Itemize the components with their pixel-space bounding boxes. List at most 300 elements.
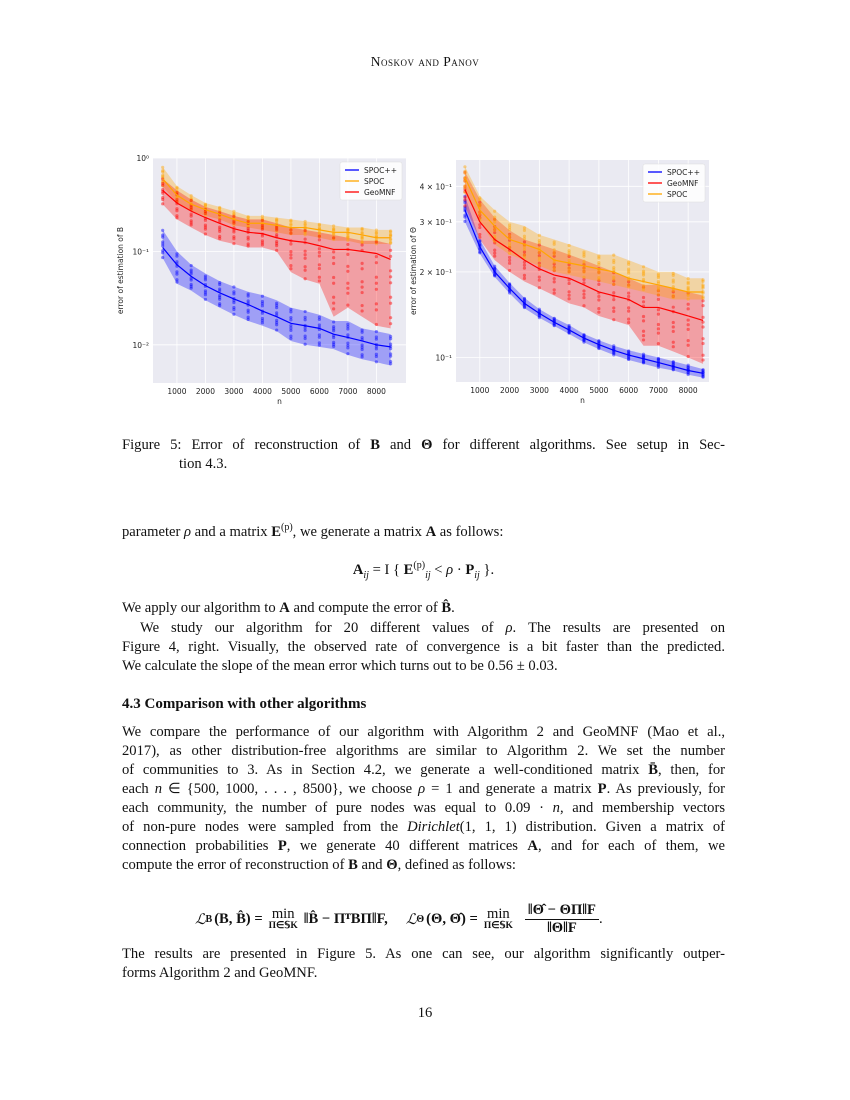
data-point <box>232 242 235 245</box>
data-point <box>375 302 378 305</box>
data-point <box>218 294 221 297</box>
y-tick-label: 10⁰ <box>136 154 149 163</box>
y-axis-label: error of estimation of B <box>116 226 125 315</box>
loss-subscript: Θ <box>416 914 425 925</box>
data-point <box>247 309 250 312</box>
data-point <box>304 250 307 253</box>
running-header: Noskov and Panov <box>370 54 480 69</box>
text-run: , and for each of them, we <box>537 838 726 854</box>
data-point <box>332 325 335 328</box>
legend-label: SPOC <box>364 177 385 186</box>
y-tick-label: 10⁻¹ <box>132 247 149 257</box>
data-point <box>508 252 511 255</box>
data-point <box>657 313 660 316</box>
data-point <box>627 318 630 321</box>
data-point <box>612 310 615 313</box>
data-point <box>375 240 378 243</box>
data-point <box>289 232 292 235</box>
data-point <box>701 368 704 371</box>
data-point <box>389 249 392 252</box>
data-point <box>218 218 221 221</box>
data-point <box>275 328 278 331</box>
data-point <box>361 231 364 234</box>
data-point <box>687 318 690 321</box>
data-point <box>232 313 235 316</box>
data-point <box>261 215 264 218</box>
data-point <box>332 282 335 285</box>
data-point <box>304 220 307 223</box>
text-run: We apply our algorithm to <box>122 600 280 616</box>
data-point <box>538 286 541 289</box>
text-run: Figure 5: Error of reconstruction of <box>122 437 371 453</box>
data-point <box>361 262 364 265</box>
data-point <box>553 288 556 291</box>
text-run: Θ <box>421 437 433 453</box>
data-point <box>687 344 690 347</box>
data-point <box>346 341 349 344</box>
data-point <box>361 343 364 346</box>
data-point <box>318 333 321 336</box>
data-point <box>304 269 307 272</box>
data-point <box>318 247 321 250</box>
data-point <box>375 335 378 338</box>
text-run: and compute the error of <box>289 600 442 616</box>
data-point <box>361 240 364 243</box>
legend-label: SPOC <box>667 190 688 199</box>
loss-expr: ‖B̂ − ΠᵀBΠ‖F, <box>303 911 388 927</box>
data-point <box>657 357 660 360</box>
data-point <box>657 308 660 311</box>
data-point <box>687 307 690 310</box>
text-run: (p) <box>280 522 293 533</box>
data-point <box>582 276 585 279</box>
data-point <box>190 268 193 271</box>
text-run: ∈ {500, 1000, . . . , 8500}, we choose <box>162 781 419 797</box>
data-point <box>261 219 264 222</box>
text-run: and a matrix <box>191 524 272 540</box>
data-point <box>218 226 221 229</box>
data-point <box>375 276 378 279</box>
text-run: tion 4.3. <box>179 456 228 472</box>
data-point <box>218 235 221 238</box>
data-point <box>538 279 541 282</box>
data-point <box>261 317 264 320</box>
data-point <box>612 254 615 257</box>
text-run: ij <box>425 570 431 581</box>
data-point <box>375 228 378 231</box>
data-point <box>275 233 278 236</box>
text-run: We study our algorithm for 20 different values of <box>140 620 506 636</box>
data-point <box>304 334 307 337</box>
text-run: compute the error of reconstruction of <box>122 857 349 873</box>
text-run: for different algorithms. See setup in Sec- <box>432 437 725 453</box>
data-point <box>627 310 630 313</box>
text-run: , we generate a matrix <box>292 524 426 540</box>
page-number: 16 <box>417 1005 433 1021</box>
data-point <box>672 325 675 328</box>
data-point <box>478 226 481 229</box>
data-point <box>247 292 250 295</box>
data-point <box>289 334 292 337</box>
text-line <box>122 945 725 963</box>
text-line <box>122 557 725 585</box>
text-run: We calculate the slope of the mean error which turns out to be 0.56 ± 0.03. <box>122 658 558 674</box>
data-point <box>389 360 392 363</box>
data-point <box>523 267 526 270</box>
data-point <box>568 290 571 293</box>
x-axis-label: n <box>580 396 585 405</box>
data-point <box>304 229 307 232</box>
data-point <box>523 297 526 300</box>
data-point <box>332 320 335 323</box>
data-point <box>508 269 511 272</box>
text-run: · <box>453 562 466 578</box>
data-point <box>701 321 704 324</box>
data-point <box>493 216 496 219</box>
text-line <box>122 856 725 874</box>
data-point <box>463 165 466 168</box>
data-point <box>304 253 307 256</box>
data-point <box>389 352 392 355</box>
y-tick-label: 10⁻² <box>132 340 149 350</box>
data-point <box>687 364 690 367</box>
data-point <box>161 234 164 237</box>
data-point <box>318 279 321 282</box>
data-point <box>289 264 292 267</box>
data-point <box>375 323 378 326</box>
y-tick-label: 2 × 10⁻¹ <box>419 267 452 277</box>
data-point <box>332 224 335 227</box>
text-run: , and membership vectors <box>559 800 725 816</box>
data-point <box>175 252 178 255</box>
data-point <box>568 294 571 297</box>
data-point <box>657 293 660 296</box>
data-point <box>346 227 349 230</box>
data-point <box>161 169 164 172</box>
data-point <box>701 278 704 281</box>
data-point <box>612 298 615 301</box>
data-point <box>361 353 364 356</box>
text-run: , defined as follows: <box>397 857 516 873</box>
data-point <box>493 254 496 257</box>
data-point <box>275 311 278 314</box>
data-point <box>701 354 704 357</box>
data-point <box>672 321 675 324</box>
data-point <box>672 272 675 275</box>
data-point <box>538 234 541 237</box>
text-line <box>122 964 725 982</box>
data-point <box>463 204 466 207</box>
loss-symbol: ℒ <box>195 911 206 928</box>
data-point <box>375 308 378 311</box>
data-point <box>389 343 392 346</box>
data-point <box>627 321 630 324</box>
data-point <box>642 296 645 299</box>
data-point <box>332 276 335 279</box>
data-point <box>642 265 645 268</box>
data-point <box>232 215 235 218</box>
data-point <box>247 236 250 239</box>
text-line <box>122 599 725 617</box>
text-run: B̂ <box>441 600 452 616</box>
min-subscript: Π∈𝕊K <box>483 920 513 931</box>
data-point <box>627 295 630 298</box>
data-point <box>672 341 675 344</box>
data-point <box>508 223 511 226</box>
data-point <box>318 276 321 279</box>
data-point <box>493 210 496 213</box>
data-point <box>361 336 364 339</box>
data-point <box>508 259 511 262</box>
data-point <box>612 318 615 321</box>
data-point <box>361 280 364 283</box>
data-point <box>568 244 571 247</box>
data-point <box>289 316 292 319</box>
text-run: Dirichlet <box>407 819 460 835</box>
data-point <box>332 262 335 265</box>
data-point <box>597 311 600 314</box>
data-point <box>332 256 335 259</box>
data-point <box>478 203 481 206</box>
data-point <box>346 352 349 355</box>
data-point <box>304 316 307 319</box>
data-point <box>657 280 660 283</box>
text-run: = I <box>368 562 390 578</box>
data-point <box>627 268 630 271</box>
data-point <box>204 224 207 227</box>
data-point <box>346 333 349 336</box>
data-point <box>508 234 511 237</box>
min-operator <box>483 905 513 932</box>
data-point <box>582 293 585 296</box>
data-point <box>375 288 378 291</box>
data-point <box>275 302 278 305</box>
data-point <box>304 310 307 313</box>
data-point <box>582 296 585 299</box>
data-point <box>508 262 511 265</box>
data-point <box>582 289 585 292</box>
text-line <box>122 742 725 760</box>
min-label: min <box>271 905 295 922</box>
data-point <box>389 275 392 278</box>
data-point <box>389 269 392 272</box>
y-tick-label: 10⁻¹ <box>435 353 452 363</box>
text-run: = 1 and generate a matrix <box>425 781 598 797</box>
data-point <box>478 236 481 239</box>
data-point <box>318 323 321 326</box>
text-line <box>122 723 725 741</box>
text-run: P <box>277 838 287 854</box>
text-run: . The results are presented on <box>512 620 725 636</box>
data-point <box>612 259 615 262</box>
data-point <box>175 186 178 189</box>
data-point <box>478 196 481 199</box>
data-point <box>389 302 392 305</box>
data-point <box>289 267 292 270</box>
x-tick-label: 5000 <box>589 386 609 395</box>
text-run: of non-pure nodes were sampled from the <box>122 819 408 835</box>
data-point <box>161 240 164 243</box>
data-point <box>261 295 264 298</box>
data-point <box>304 343 307 346</box>
data-point <box>389 255 392 258</box>
data-point <box>289 253 292 256</box>
data-point <box>687 303 690 306</box>
loss-subscript: B <box>205 914 213 925</box>
data-point <box>175 198 178 201</box>
data-point <box>304 238 307 241</box>
data-point <box>389 281 392 284</box>
data-point <box>346 282 349 285</box>
data-point <box>318 316 321 319</box>
data-point <box>218 287 221 290</box>
text-line <box>122 818 725 836</box>
min-subscript: Π∈𝕊K <box>268 920 298 931</box>
data-point <box>375 353 378 356</box>
x-tick-label: 2000 <box>500 386 520 395</box>
data-point <box>318 267 321 270</box>
data-point <box>701 358 704 361</box>
data-point <box>332 296 335 299</box>
data-point <box>508 256 511 259</box>
data-point <box>687 277 690 280</box>
data-point <box>493 265 496 268</box>
data-point <box>538 308 541 311</box>
x-tick-label: 3000 <box>224 387 244 396</box>
data-point <box>672 330 675 333</box>
data-point <box>612 276 615 279</box>
data-point <box>701 342 704 345</box>
data-point <box>289 228 292 231</box>
text-line <box>122 799 725 817</box>
data-point <box>289 324 292 327</box>
data-point <box>523 254 526 257</box>
y-tick-label: 3 × 10⁻¹ <box>419 217 452 227</box>
denominator: ‖Θ‖F <box>547 920 577 936</box>
text-run: P <box>597 781 607 797</box>
data-point <box>657 273 660 276</box>
text-run: Θ <box>386 857 398 873</box>
data-point <box>701 325 704 328</box>
data-point <box>523 264 526 267</box>
x-axis-label: n <box>277 397 282 406</box>
data-point <box>361 267 364 270</box>
data-point <box>553 280 556 283</box>
text-run: each community, the number of pure nodes was equal to 0.09 · <box>122 800 553 816</box>
data-point <box>538 264 541 267</box>
data-point <box>346 323 349 326</box>
data-point <box>687 355 690 358</box>
data-point <box>361 291 364 294</box>
data-point <box>523 226 526 229</box>
text-line <box>122 761 725 779</box>
x-tick-label: 8000 <box>366 387 386 396</box>
loss-args: (B, B̂) = <box>214 911 263 927</box>
data-point <box>375 330 378 333</box>
data-point <box>389 296 392 299</box>
data-point <box>289 219 292 222</box>
data-point <box>346 292 349 295</box>
data-point <box>538 239 541 242</box>
data-point <box>332 236 335 239</box>
data-point <box>161 256 164 259</box>
data-point <box>204 203 207 206</box>
x-tick-label: 5000 <box>281 387 301 396</box>
text-run: ij <box>363 570 369 581</box>
text-run: (p) <box>413 560 426 571</box>
data-point <box>161 202 164 205</box>
text-run: < <box>430 562 447 578</box>
text-run: B̄ <box>648 762 658 778</box>
data-point <box>508 282 511 285</box>
data-point <box>657 332 660 335</box>
x-tick-label: 1000 <box>167 387 187 396</box>
legend-label: SPOC++ <box>667 168 700 177</box>
data-point <box>261 224 264 227</box>
data-point <box>568 297 571 300</box>
text-run: parameter <box>122 524 184 540</box>
data-point <box>568 324 571 327</box>
text-run: each <box>122 781 155 797</box>
data-point <box>642 284 645 287</box>
data-point <box>247 242 250 245</box>
text-run: as follows: <box>436 524 504 540</box>
data-point <box>627 261 630 264</box>
data-point <box>463 220 466 223</box>
text-run: ρ <box>183 524 191 540</box>
data-point <box>612 344 615 347</box>
data-point <box>304 257 307 260</box>
text-run: We compare the performance of our algorithm with Algorithm 2 and GeoMNF (Mao et al., <box>122 724 725 740</box>
text-run: ρ <box>418 781 426 797</box>
text-run: . <box>451 600 455 616</box>
data-point <box>232 306 235 309</box>
data-point <box>389 322 392 325</box>
text-line <box>122 455 725 473</box>
data-point <box>463 196 466 199</box>
text-run: ρ <box>446 562 454 578</box>
data-point <box>375 282 378 285</box>
data-point <box>612 306 615 309</box>
data-point <box>161 166 164 169</box>
data-point <box>275 240 278 243</box>
data-point <box>687 323 690 326</box>
data-point <box>275 217 278 220</box>
text-run: Figure 4, right. Visually, the observed rate of convergence is a bit faster than the predicted. <box>122 639 725 655</box>
text-run: B <box>370 437 380 453</box>
x-tick-label: 4000 <box>252 387 272 396</box>
data-point <box>346 243 349 246</box>
data-point <box>332 341 335 344</box>
data-point <box>175 278 178 281</box>
data-point <box>361 227 364 230</box>
y-tick-label: 4 × 10⁻¹ <box>419 182 452 192</box>
data-point <box>261 239 264 242</box>
data-point <box>553 317 556 320</box>
data-point <box>701 295 704 298</box>
data-point <box>582 251 585 254</box>
x-tick-label: 4000 <box>559 386 579 395</box>
text-line <box>122 519 725 541</box>
text-line <box>122 657 725 675</box>
data-point <box>346 265 349 268</box>
data-point <box>161 182 164 185</box>
data-point <box>672 279 675 282</box>
data-point <box>204 298 207 301</box>
data-point <box>582 267 585 270</box>
data-point <box>597 261 600 264</box>
data-point <box>478 233 481 236</box>
